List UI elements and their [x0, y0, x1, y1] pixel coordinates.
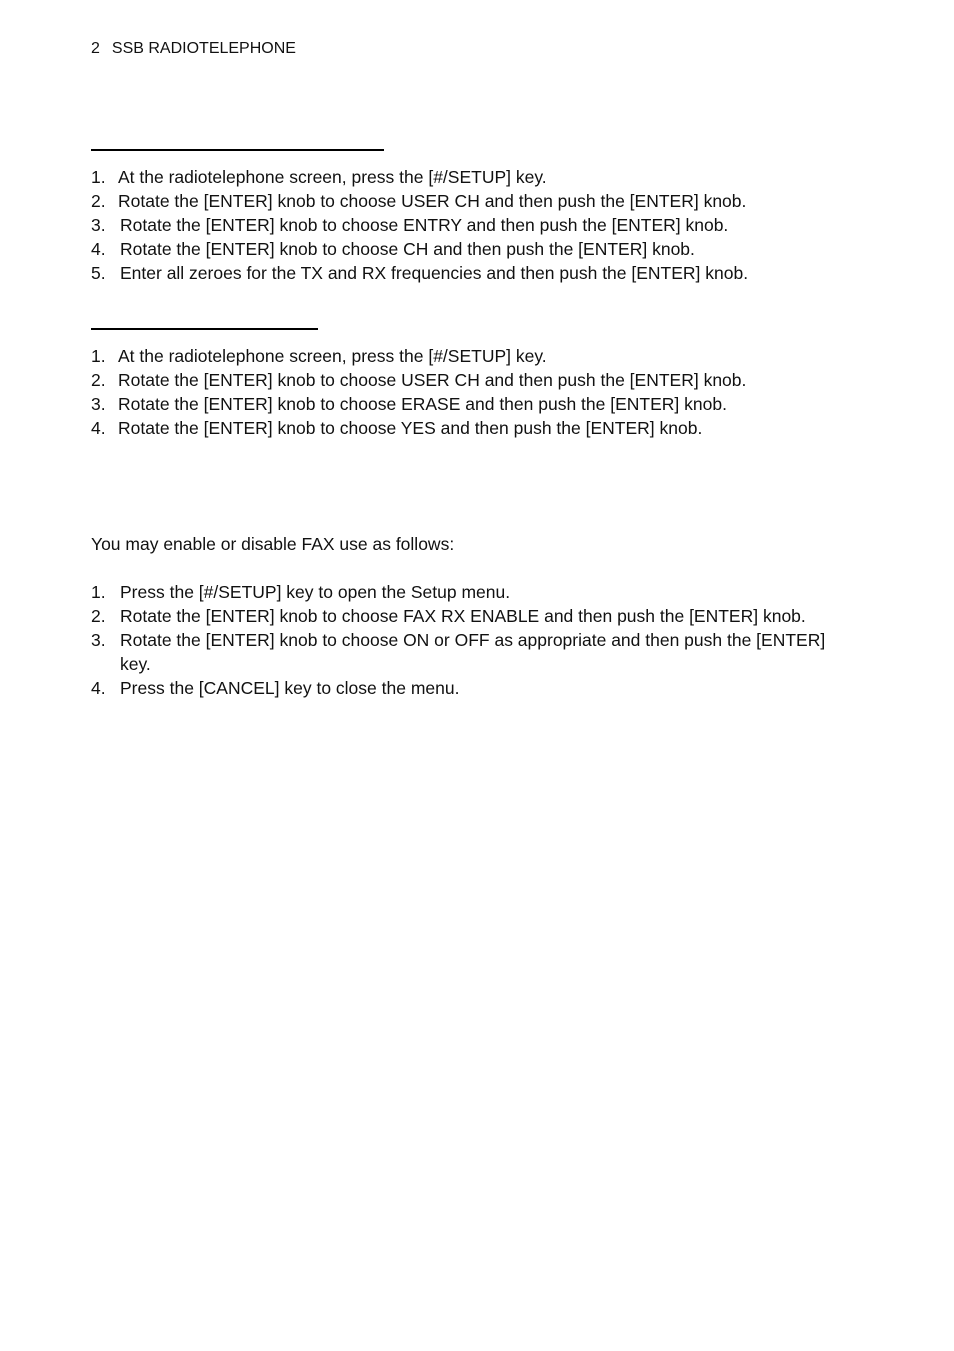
- list-item: [91, 237, 748, 261]
- list-item: [91, 165, 748, 189]
- section-heading-rule: [91, 328, 318, 330]
- step-text: Rotate the [ENTER] knob to choose ERASE and then push the [ENTER] knob.: [118, 394, 727, 414]
- step-text: Rotate the [ENTER] knob to choose ENTRY and then push the [ENTER] knob.: [120, 215, 729, 235]
- list-item: [91, 416, 746, 440]
- step-number: 1.: [91, 582, 106, 602]
- list-item: [91, 344, 746, 368]
- list-item: [91, 676, 840, 700]
- running-title: SSB RADIOTELEPHONE: [111, 40, 296, 57]
- page-number: 2: [91, 40, 100, 57]
- step-text: Rotate the [ENTER] knob to choose CH and then push the [ENTER] knob.: [120, 239, 695, 259]
- list-item: [91, 604, 840, 628]
- user-channel-erase-steps: [91, 344, 746, 440]
- list-item: [91, 213, 748, 237]
- fax-enable-steps: [91, 580, 840, 700]
- step-text: Press the [#/SETUP] key to open the Setup menu.: [120, 582, 511, 602]
- step-number: 3.: [91, 215, 106, 235]
- step-number: 2.: [91, 191, 106, 211]
- step-text: At the radiotelephone screen, press the [#/SETUP] key.: [118, 167, 547, 187]
- section-heading-rule: [91, 149, 384, 151]
- list-item: [91, 580, 840, 604]
- step-number: 2.: [91, 370, 106, 390]
- step-text: Rotate the [ENTER] knob to choose USER CH and then push the [ENTER] knob.: [118, 370, 747, 390]
- list-item: [91, 392, 746, 416]
- step-text: Rotate the [ENTER] knob to choose ON or OFF as appropriate and then push the [ENTER] key.: [120, 630, 826, 674]
- step-number: 1.: [91, 346, 106, 366]
- step-number: 4.: [91, 418, 106, 438]
- step-text: Rotate the [ENTER] knob to choose USER CH and then push the [ENTER] knob.: [118, 191, 747, 211]
- step-number: 3.: [91, 630, 106, 650]
- page-header: [91, 40, 296, 58]
- step-number: 4.: [91, 678, 106, 698]
- step-number: 2.: [91, 606, 106, 626]
- list-item: [91, 261, 748, 285]
- step-number: 1.: [91, 167, 106, 187]
- step-text: Press the [CANCEL] key to close the menu.: [120, 678, 460, 698]
- list-item: [91, 628, 840, 676]
- step-number: 3.: [91, 394, 106, 414]
- step-number: 4.: [91, 239, 106, 259]
- fax-intro-paragraph: You may enable or disable FAX use as follows:: [91, 534, 455, 554]
- step-text: Enter all zeroes for the TX and RX frequencies and then push the [ENTER] knob.: [120, 263, 749, 283]
- step-text: At the radiotelephone screen, press the [#/SETUP] key.: [118, 346, 547, 366]
- step-text: Rotate the [ENTER] knob to choose YES and then push the [ENTER] knob.: [118, 418, 703, 438]
- step-number: 5.: [91, 263, 106, 283]
- user-channel-entry-steps: [91, 165, 748, 285]
- list-item: [91, 368, 746, 392]
- list-item: [91, 189, 748, 213]
- step-text: Rotate the [ENTER] knob to choose FAX RX ENABLE and then push the [ENTER] knob.: [120, 606, 806, 626]
